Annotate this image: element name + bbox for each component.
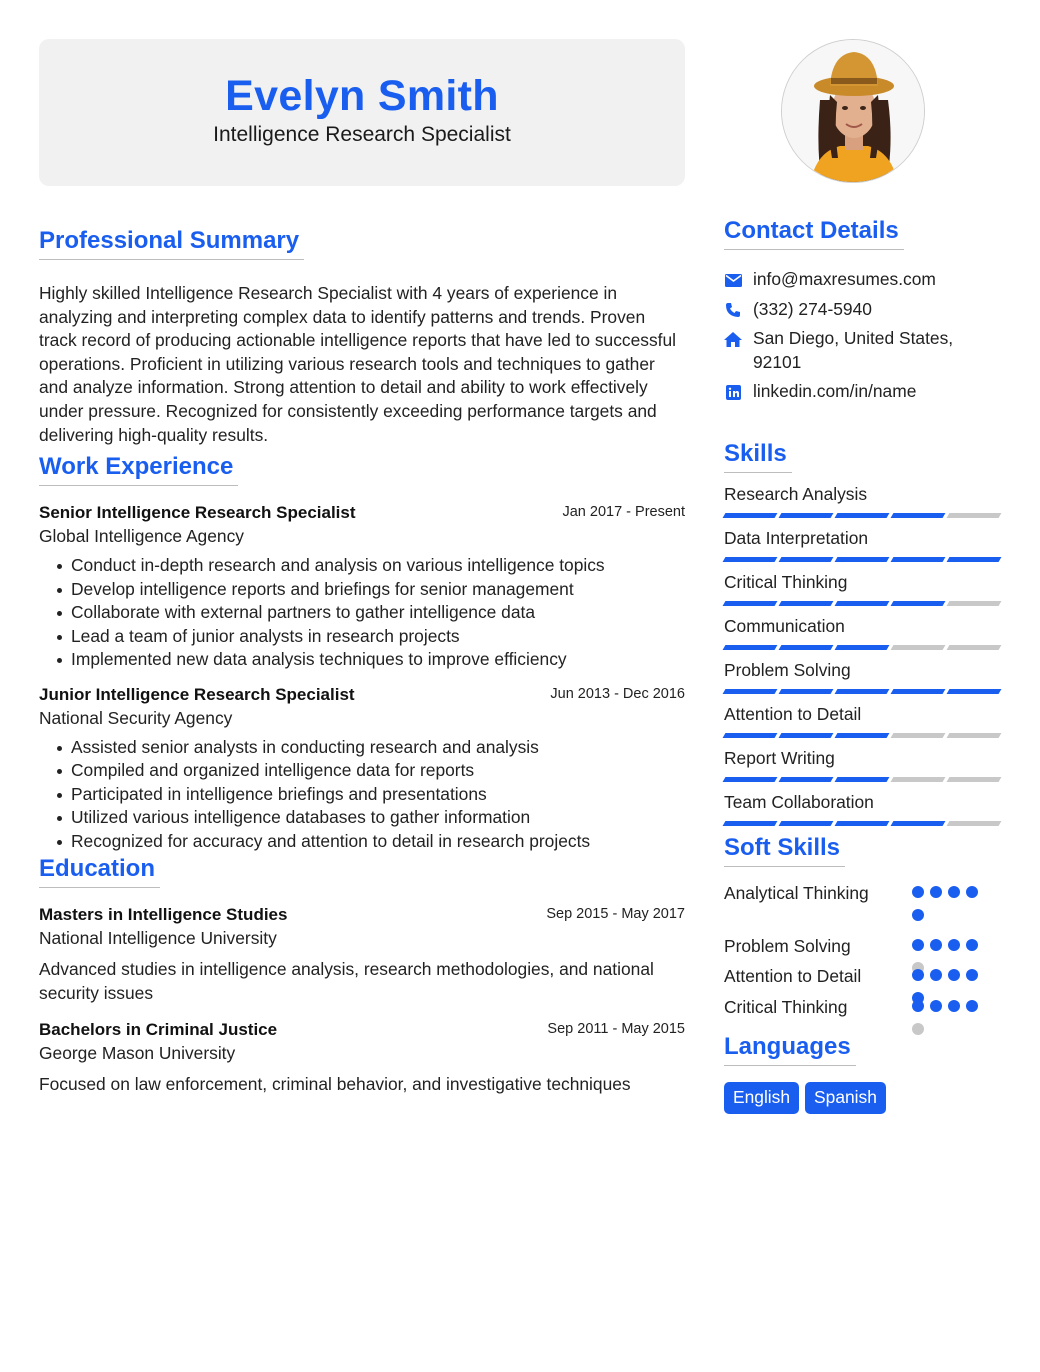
skill-level-segment: [891, 513, 946, 518]
skill-level-segment: [779, 645, 834, 650]
education-description: Advanced studies in intelligence analysis, research methodologies, and national security issues: [39, 959, 654, 1003]
job-bullet: Assisted senior analysts in conducting research and analysis: [53, 736, 685, 760]
linkedin-icon: [724, 382, 742, 402]
skill-name: Data Interpretation: [724, 527, 869, 548]
job-date: Jun 2013 - Dec 2016: [550, 685, 685, 702]
job-title: Senior Intelligence Research Specialist: [39, 503, 356, 523]
skill-level-segment: [723, 733, 778, 738]
skill-level-bar: [724, 557, 1000, 562]
rating-dot: [966, 969, 978, 981]
skill-level-segment: [891, 689, 946, 694]
candidate-name: Evelyn Smith: [225, 72, 499, 120]
skill-level-segment: [779, 689, 834, 694]
job-bullet: Lead a team of junior analysts in research projects: [53, 625, 685, 649]
rating-dot: [930, 969, 942, 981]
skill-name: Critical Thinking: [724, 571, 848, 592]
envelope-icon: [724, 270, 742, 290]
rating-dot: [948, 969, 960, 981]
rating-dot: [912, 1023, 924, 1035]
rating-dot: [912, 969, 924, 981]
skill-level-segment: [835, 645, 890, 650]
contact-email[interactable]: [724, 268, 1000, 292]
skill-level-segment: [891, 601, 946, 606]
job-date: Jan 2017 - Present: [562, 504, 685, 521]
skill-level-segment: [835, 689, 890, 694]
degree-title: Bachelors in Criminal Justice: [39, 1020, 278, 1040]
skill-level-segment: [835, 557, 890, 562]
rating-dot: [930, 939, 942, 951]
profile-portrait: [782, 40, 925, 183]
education-heading: Education: [39, 855, 160, 888]
skill-level-segment: [947, 557, 1002, 562]
job-entry: [39, 502, 685, 672]
skill-level-bar: [724, 601, 1000, 606]
rating-dot: [912, 886, 924, 898]
soft-skill-rating: [912, 1000, 988, 1035]
contact-heading: Contact Details: [724, 217, 904, 250]
home-icon: [724, 329, 742, 349]
skill-level-segment: [835, 733, 890, 738]
skill-level-bar: [724, 733, 1000, 738]
skill-name: Problem Solving: [724, 659, 851, 680]
contact-location: [724, 327, 1000, 374]
soft-skill-item: [724, 934, 1000, 964]
skill-level-bar: [724, 777, 1000, 782]
skill-item: [724, 659, 1000, 694]
linkedin-text: linkedin.com/in/name: [753, 381, 917, 401]
phone-icon: [724, 300, 742, 320]
skill-level-segment: [779, 601, 834, 606]
rating-dot: [912, 1000, 924, 1012]
skill-level-segment: [891, 733, 946, 738]
contact-linkedin[interactable]: [724, 380, 1000, 404]
rating-dot: [966, 886, 978, 898]
skills-list: [724, 483, 1000, 826]
education-entry: [39, 1019, 685, 1097]
soft-skill-item: [724, 964, 1000, 995]
skill-name: Communication: [724, 615, 845, 636]
job-bullets: [39, 554, 685, 672]
rating-dot: [912, 939, 924, 951]
skill-name: Team Collaboration: [724, 791, 874, 812]
rating-dot: [948, 886, 960, 898]
job-org: Global Intelligence Agency: [39, 526, 244, 547]
soft-skill-name: Problem Solving: [724, 935, 851, 956]
languages-heading: Languages: [724, 1033, 856, 1066]
skill-level-segment: [723, 821, 778, 826]
skill-level-segment: [779, 557, 834, 562]
location-text: San Diego, United States, 92101: [753, 328, 954, 372]
job-bullets: [39, 736, 685, 854]
profile-photo: [781, 39, 925, 183]
skill-level-segment: [835, 777, 890, 782]
job-entry: [39, 684, 685, 854]
contact-list: [724, 268, 1000, 404]
skill-level-segment: [779, 777, 834, 782]
skill-name: Report Writing: [724, 747, 835, 768]
skill-item: [724, 703, 1000, 738]
skill-item: [724, 615, 1000, 650]
rating-dot: [966, 939, 978, 951]
soft-skills-list: [724, 881, 1000, 1025]
skill-level-bar: [724, 513, 1000, 518]
phone-text: (332) 274-5940: [753, 298, 872, 319]
rating-dot: [912, 909, 924, 921]
sidebar-column: [724, 39, 1000, 1114]
job-bullet: Participated in intelligence briefings and presentations: [53, 783, 685, 807]
education-description: Focused on law enforcement, criminal behavior, and investigative techniques: [39, 1074, 631, 1095]
skill-level-bar: [724, 821, 1000, 826]
skill-level-segment: [723, 645, 778, 650]
skill-level-bar: [724, 645, 1000, 650]
skills-heading: Skills: [724, 440, 792, 473]
skill-name: Research Analysis: [724, 483, 868, 504]
experience-heading: Work Experience: [39, 453, 238, 486]
skill-level-segment: [835, 513, 890, 518]
skill-level-segment: [891, 645, 946, 650]
skill-name: Attention to Detail: [724, 703, 862, 724]
skill-level-segment: [723, 557, 778, 562]
education-entry: [39, 904, 685, 1005]
soft-skill-rating: [912, 886, 988, 921]
skill-item: [724, 791, 1000, 826]
skill-level-segment: [947, 689, 1002, 694]
job-bullet: Utilized various intelligence databases to gather information: [53, 806, 685, 830]
job-bullet: Develop intelligence reports and briefings for senior management: [53, 578, 685, 602]
soft-skill-item: [724, 995, 1000, 1025]
candidate-role: Intelligence Research Specialist: [213, 123, 511, 146]
skill-level-segment: [723, 777, 778, 782]
skill-level-segment: [947, 513, 1002, 518]
education-date: Sep 2015 - May 2017: [546, 906, 685, 923]
skill-item: [724, 747, 1000, 782]
job-bullet: Implemented new data analysis techniques to improve efficiency: [53, 648, 685, 672]
skill-level-segment: [779, 821, 834, 826]
rating-dot: [948, 1000, 960, 1012]
soft-skills-heading: Soft Skills: [724, 834, 845, 867]
skill-item: [724, 527, 1000, 562]
school-name: National Intelligence University: [39, 928, 277, 949]
job-org: National Security Agency: [39, 707, 233, 728]
job-bullet: Recognized for accuracy and attention to detail in research projects: [53, 830, 685, 854]
skill-level-segment: [779, 513, 834, 518]
skill-level-segment: [891, 821, 946, 826]
education-date: Sep 2011 - May 2015: [547, 1021, 685, 1038]
rating-dot: [930, 886, 942, 898]
header: [39, 39, 685, 186]
soft-skill-name: Attention to Detail: [724, 965, 862, 986]
skill-level-segment: [723, 689, 778, 694]
job-bullet: Conduct in-depth research and analysis on various intelligence topics: [53, 554, 685, 578]
soft-skill-name: Critical Thinking: [724, 996, 848, 1017]
skill-level-segment: [779, 733, 834, 738]
skill-level-segment: [947, 777, 1002, 782]
rating-dot: [948, 939, 960, 951]
language-badge: Spanish: [805, 1082, 886, 1114]
main-column: [39, 39, 685, 1097]
skill-item: [724, 483, 1000, 518]
skill-item: [724, 571, 1000, 606]
skill-level-segment: [835, 601, 890, 606]
skill-level-bar: [724, 689, 1000, 694]
summary-text: Highly skilled Intelligence Research Specialist with 4 years of experience in analyzing and interpreting complex data to identify patterns and trends. Proven track record of producing actionable intelligence reports that have led to successful operations. Proficient in utilizing various research tools and techniques to gather and analyze information. Strong attention to detail and ability to work effectively under pressure. Recognized for consistently exceeding performance targets and delivering high-quality results.: [39, 283, 677, 445]
skill-level-segment: [947, 733, 1002, 738]
rating-dot: [930, 1000, 942, 1012]
email-text: info@maxresumes.com: [753, 269, 936, 289]
skill-level-segment: [723, 513, 778, 518]
skill-level-segment: [891, 557, 946, 562]
soft-skill-name: Analytical Thinking: [724, 882, 869, 903]
contact-phone[interactable]: [724, 298, 1000, 322]
job-bullet: Compiled and organized intelligence data for reports: [53, 759, 685, 783]
job-title: Junior Intelligence Research Specialist: [39, 684, 355, 704]
summary-heading: Professional Summary: [39, 227, 304, 260]
school-name: George Mason University: [39, 1043, 236, 1064]
rating-dot: [966, 1000, 978, 1012]
languages-list: [724, 1082, 1000, 1114]
skill-level-segment: [723, 601, 778, 606]
language-badge: English: [724, 1082, 799, 1114]
soft-skill-item: [724, 881, 1000, 934]
skill-level-segment: [835, 821, 890, 826]
skill-level-segment: [891, 777, 946, 782]
skill-level-segment: [947, 601, 1002, 606]
job-bullet: Collaborate with external partners to gather intelligence data: [53, 601, 685, 625]
skill-level-segment: [947, 821, 1002, 826]
skill-level-segment: [947, 645, 1002, 650]
degree-title: Masters in Intelligence Studies: [39, 905, 288, 925]
